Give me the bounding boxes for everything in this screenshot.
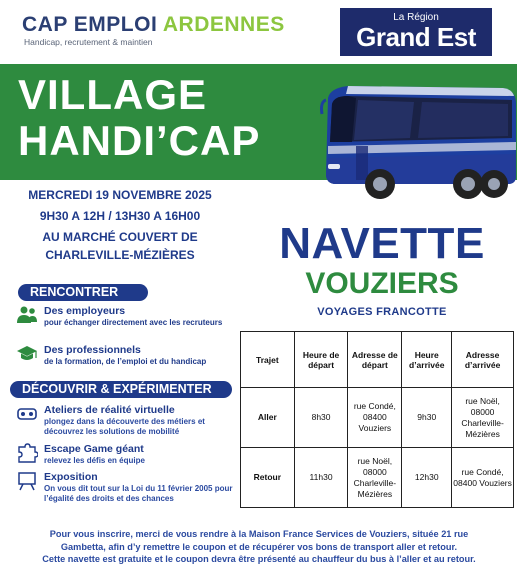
navette-title: NAVETTE <box>279 219 485 268</box>
table-header-row <box>241 332 514 388</box>
footer-line2: Gambetta, afin d’y remettre le coupon et de récupérer vos bons de transport aller et retour. <box>60 541 458 552</box>
decouvrir-heading: DÉCOUVRIR & EXPÉRIMENTER <box>10 381 232 398</box>
event-place <box>0 228 240 264</box>
table-cell: rue Noël, 08000 Charleville-Mézières <box>348 448 402 508</box>
cap-emploi-logo <box>22 14 285 47</box>
footer-line3: Cette navette est gratuite et le coupon devra être présenté au chauffeur du bus à l’aller et au retour. <box>42 554 476 564</box>
vr-headset-icon <box>16 404 38 424</box>
navette-block <box>248 219 516 318</box>
decouvrir-item-title: Ateliers de réalité virtuelle <box>44 404 175 416</box>
event-place-line2: CHARLEVILLE-MÉZIÈRES <box>45 248 195 262</box>
decouvrir-item-desc: plongez dans la découverte des métiers et découvrez les solutions de mobilité <box>44 417 205 436</box>
rencontrer-item-desc: pour échanger directement avec les recruteurs <box>44 318 223 327</box>
puzzle-icon <box>16 443 38 463</box>
table-header-cell: Adresse de départ <box>348 332 402 388</box>
event-hours: 9H30 A 12H / 13H30 A 16H00 <box>39 209 201 223</box>
decouvrir-item-title: Escape Game géant <box>44 443 144 455</box>
event-info <box>0 186 240 264</box>
decouvrir-item-desc: On vous dit tout sur la Loi du 11 février 2005 pour l’égalité des droits et des chances <box>44 484 233 503</box>
event-date: MERCREDI 19 NOVEMBRE 2025 <box>28 188 212 202</box>
region-logo-line1: La Région <box>393 12 439 23</box>
cap-logo-word1: CAP EMPLOI <box>22 13 158 36</box>
table-row <box>241 448 514 508</box>
navette-destination: VOUZIERS <box>305 267 459 300</box>
table-header-cell: Trajet <box>241 332 295 388</box>
event-place-line1: AU MARCHÉ COUVERT DE <box>42 230 198 244</box>
table-cell: 11h30 <box>294 448 348 508</box>
table-cell: 8h30 <box>294 388 348 448</box>
coach-bus-illustration <box>318 80 517 210</box>
banner-title-line1: VILLAGE <box>18 71 208 118</box>
table-cell: Aller <box>241 388 295 448</box>
registration-footer <box>4 528 514 566</box>
table-cell: rue Condé, 08400 Vouziers <box>452 448 514 508</box>
rencontrer-item-title: Des employeurs <box>44 305 126 317</box>
rencontrer-item-desc: de la formation, de l’emploi et du handicap <box>44 357 207 366</box>
rencontrer-heading: RENCONTRER <box>18 284 148 301</box>
shuttle-schedule-table <box>240 331 514 508</box>
table-cell: 12h30 <box>402 448 452 508</box>
navette-operator: VOYAGES FRANCOTTE <box>317 306 447 318</box>
cap-logo-word2: ARDENNES <box>162 13 285 36</box>
people-icon <box>16 305 38 325</box>
region-grand-est-logo <box>340 8 492 56</box>
table-cell: 9h30 <box>402 388 452 448</box>
table-header-cell: Heure d’arrivée <box>402 332 452 388</box>
decouvrir-item-desc: relevez les défis en équipe <box>44 456 145 465</box>
table-cell: rue Noël, 08000 Charleville-Mézières <box>452 388 514 448</box>
region-logo-line2: Grand Est <box>356 22 476 52</box>
cap-logo-subtitle: Handicap, recrutement & maintien <box>24 37 153 47</box>
graduation-cap-icon <box>16 344 38 364</box>
header <box>0 0 517 64</box>
banner-title-line2: HANDI’CAP <box>18 117 261 164</box>
table-cell: rue Condé, 08400 Vouziers <box>348 388 402 448</box>
decouvrir-item-title: Exposition <box>44 471 98 483</box>
footer-line1: Pour vous inscrire, merci de vous rendre à la Maison France Services de Vouziers, située 21 rue <box>49 529 469 539</box>
banner-title <box>18 72 260 164</box>
table-cell: Retour <box>241 448 295 508</box>
rencontrer-item-title: Des professionnels <box>44 344 141 356</box>
table-header-cell: Adresse d’arrivée <box>452 332 514 388</box>
table-row <box>241 388 514 448</box>
table-header-cell: Heure de départ <box>294 332 348 388</box>
easel-icon <box>16 471 38 491</box>
